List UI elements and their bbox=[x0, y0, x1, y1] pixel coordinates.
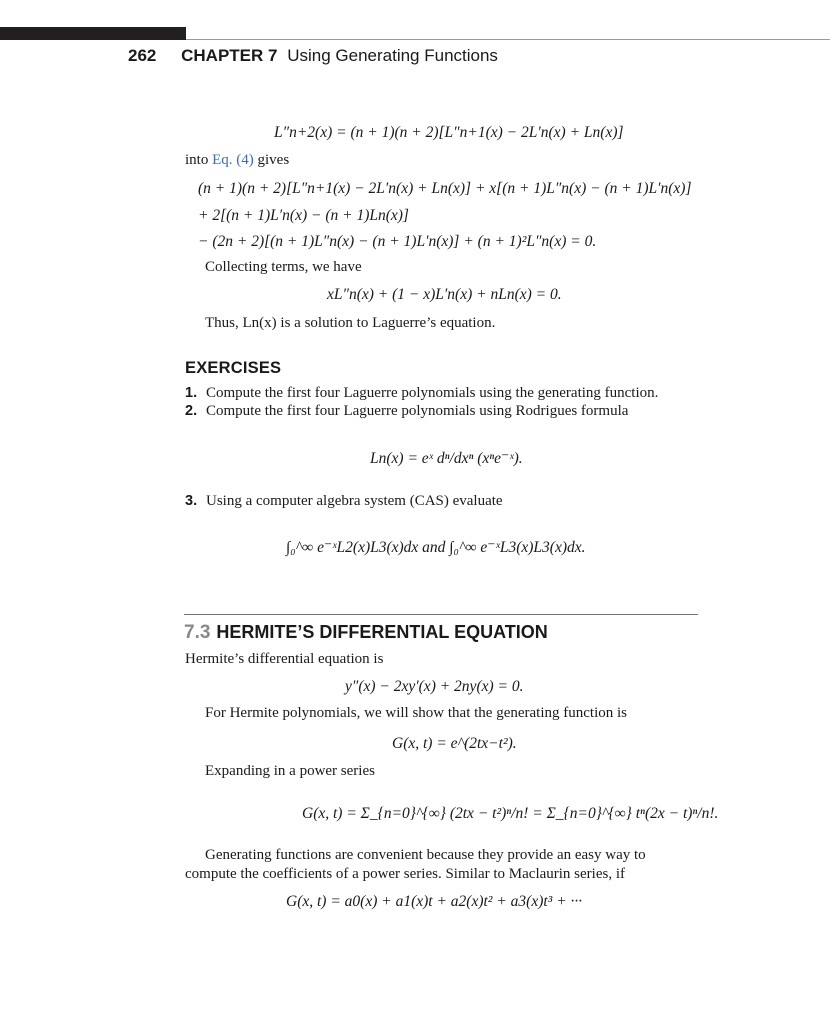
eq-4-link[interactable]: Eq. (4) bbox=[212, 152, 254, 168]
section-rule bbox=[184, 614, 698, 615]
expansion-line-2: + 2[(n + 1)L′n(x) − (n + 1)Ln(x)] bbox=[198, 207, 409, 224]
section-heading bbox=[184, 622, 548, 644]
chapter-title: Using Generating Functions bbox=[287, 46, 498, 65]
page-number: 262 bbox=[128, 46, 157, 65]
series-expansion: G(x, t) = Σ_{n=0}^{∞} (2tx − t²)ⁿ/n! = Σ_{n=0}^{∞} tⁿ(2x − t)ⁿ/n!. bbox=[302, 805, 719, 822]
chapter-label: CHAPTER 7 bbox=[181, 46, 278, 65]
exercise-3-number: 3. bbox=[185, 493, 198, 509]
header-bar bbox=[0, 27, 186, 40]
equation-top bbox=[274, 124, 624, 142]
into-prefix: into bbox=[185, 152, 209, 168]
generating-function: G(x, t) = e^(2tx−t²). bbox=[392, 735, 517, 752]
rodrigues-formula: Ln(x) = eˣ dⁿ/dxⁿ (xⁿe⁻ˣ). bbox=[370, 450, 523, 467]
into-suffix: gives bbox=[257, 152, 290, 168]
paragraph-line-2: compute the coefficients of a power series. Similar to Maclaurin series, if bbox=[185, 866, 625, 882]
laguerre-equation: xL″n(x) + (1 − x)L′n(x) + nLn(x) = 0. bbox=[327, 286, 562, 303]
exercise-2-text: Compute the first four Laguerre polynomials using Rodrigues formula bbox=[206, 403, 629, 419]
expansion-line-3: − (2n + 2)[(n + 1)L″n(x) − (n + 1)L′n(x)] + (n + 1)²L″n(x) = 0. bbox=[198, 233, 597, 250]
exercise-2-number: 2. bbox=[185, 403, 198, 419]
exercise-1 bbox=[185, 385, 658, 402]
integrals-expression: ∫₀^∞ e⁻ˣL2(x)L3(x)dx and ∫₀^∞ e⁻ˣL3(x)L3(x)dx. bbox=[286, 539, 586, 556]
exercise-3-text: Using a computer algebra system (CAS) evaluate bbox=[206, 493, 503, 509]
into-line bbox=[185, 152, 289, 169]
exercises-heading: EXERCISES bbox=[185, 359, 282, 377]
paragraph-line-1: Generating functions are convenient because they provide an easy way to bbox=[205, 847, 646, 863]
maclaurin-series: G(x, t) = a0(x) + a1(x)t + a2(x)t² + a3(x)t³ + ··· bbox=[286, 893, 583, 910]
equation-top-text: L″n+2(x) = (n + 1)(n + 2)[L″n+1(x) − 2L′n(x) + Ln(x)] bbox=[274, 124, 624, 141]
expansion-line-1: (n + 1)(n + 2)[L″n+1(x) − 2L′n(x) + Ln(x)] + x[(n + 1)L″n(x) − (n + 1)L′n(x)] bbox=[198, 180, 692, 197]
exercise-2 bbox=[185, 403, 628, 420]
hermite-intro: Hermite’s differential equation is bbox=[185, 651, 384, 667]
running-header bbox=[128, 46, 498, 66]
conclusion-text: Thus, Ln(x) is a solution to Laguerre’s equation. bbox=[205, 315, 496, 331]
section-number: 7.3 bbox=[184, 622, 211, 643]
exercise-1-text: Compute the first four Laguerre polynomials using the generating function. bbox=[206, 385, 659, 401]
gen-func-intro: For Hermite polynomials, we will show that the generating function is bbox=[205, 705, 628, 721]
collecting-text: Collecting terms, we have bbox=[205, 259, 362, 275]
header-rule bbox=[186, 39, 830, 40]
section-title: HERMITE’S DIFFERENTIAL EQUATION bbox=[216, 622, 548, 642]
exercise-1-number: 1. bbox=[185, 385, 198, 401]
expanding-text: Expanding in a power series bbox=[205, 763, 375, 779]
hermite-equation: y″(x) − 2xy′(x) + 2ny(x) = 0. bbox=[345, 678, 524, 695]
exercise-3 bbox=[185, 493, 503, 510]
